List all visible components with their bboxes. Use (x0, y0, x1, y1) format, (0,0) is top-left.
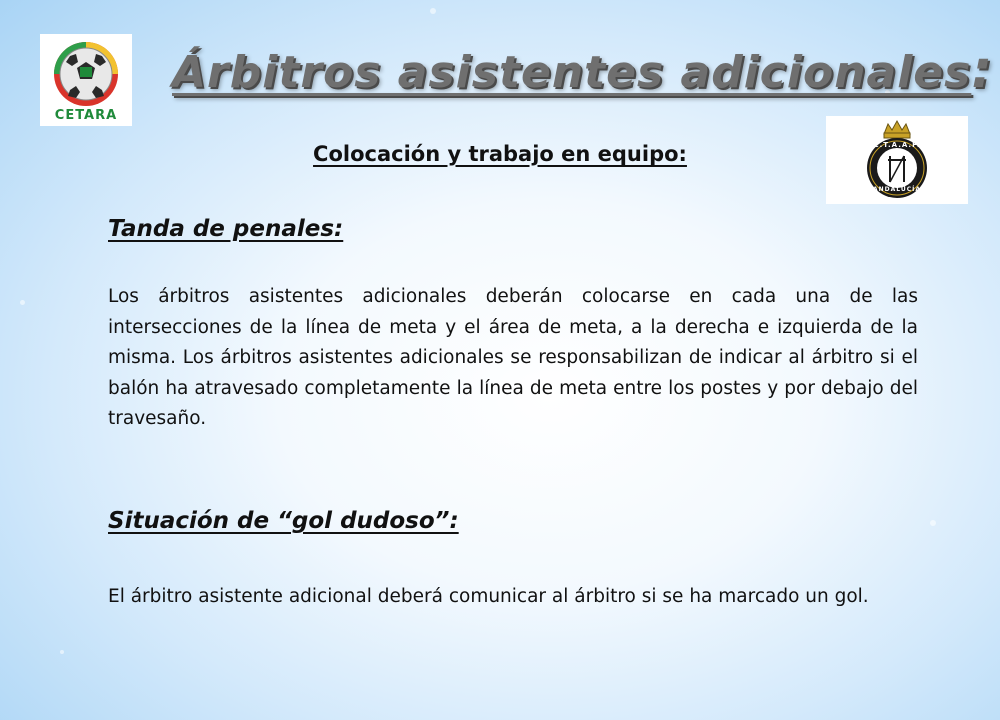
ctaaf-logo-top-text: C.T.A.A.F. (873, 141, 921, 149)
cetara-logo-text: CETARA (54, 108, 118, 123)
background-sparkle (930, 520, 936, 526)
section-body-gol-dudoso: El árbitro asistente adicional deberá comunicar al árbitro si se ha marcado un gol. (108, 586, 869, 607)
page-title (172, 40, 994, 100)
section-body-penales: Los árbitros asistentes adicionales deberán colocarse en cada una de las intersecciones de la línea de meta y el área de meta, a la derecha e izquierda de la misma. Los árbitros asistentes adicionales se responsabilizan de indicar al árbitro si el balón ha atravesado completamente la línea de meta entre los postes y por debajo del travesaño. (108, 286, 918, 429)
section-heading-penales: Tanda de penales: (108, 216, 344, 242)
background-sparkle (430, 8, 436, 14)
background-sparkle (20, 300, 25, 305)
page-title-text: Árbitros asistentes adicionales (172, 47, 972, 98)
background-sparkle (60, 650, 64, 654)
page-title-colon: : (971, 40, 994, 100)
ctaaf-logo-bottom-text: ANDALUCÍA (872, 186, 922, 193)
subtitle: Colocación y trabajo en equipo: (313, 142, 687, 166)
cetara-logo (40, 34, 132, 126)
section-heading-gol-dudoso: Situación de “gol dudoso”: (108, 508, 459, 534)
